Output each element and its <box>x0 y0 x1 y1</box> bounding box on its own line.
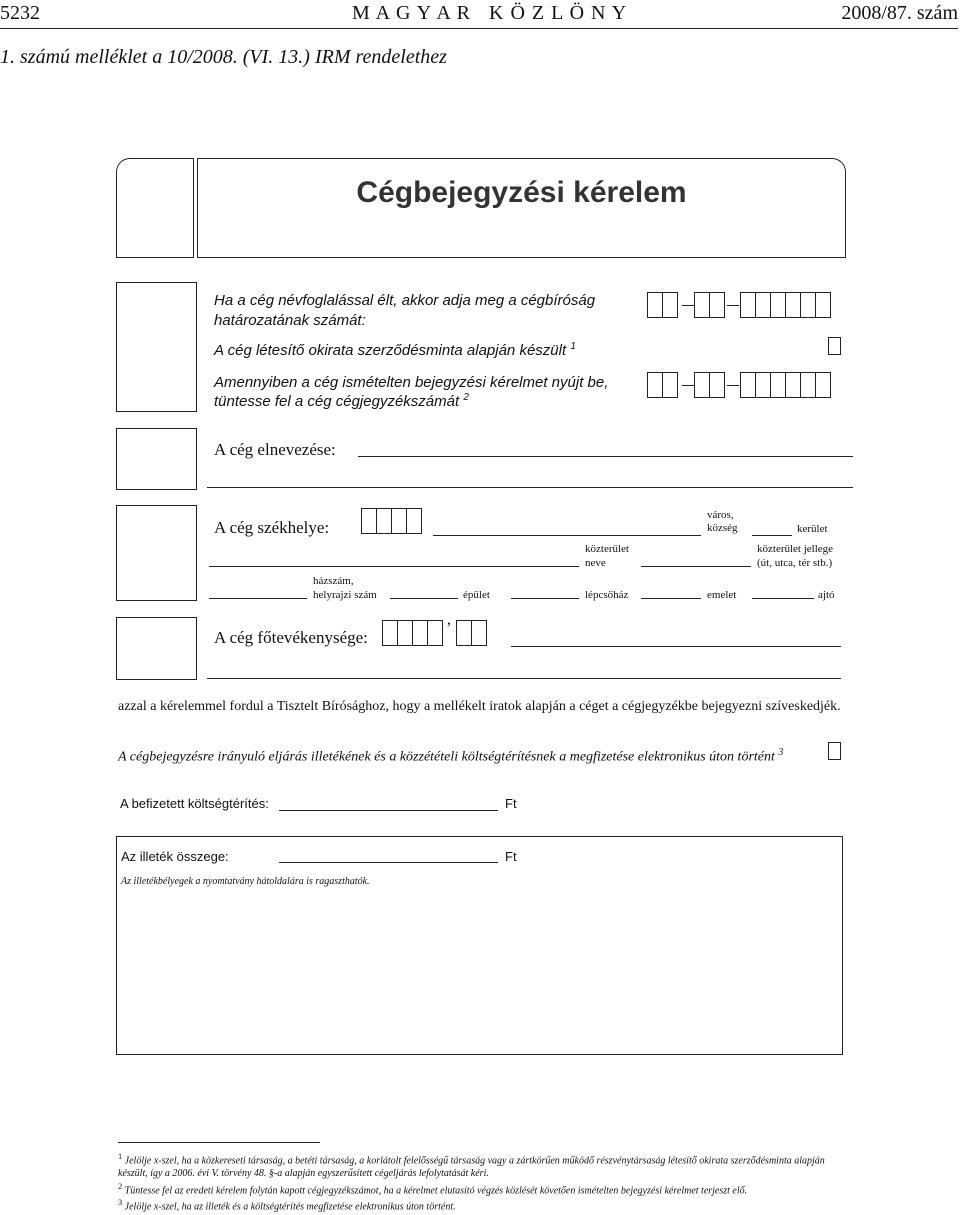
section1-line5-text: tüntesse fel a cég cégjegyzékszámát <box>214 393 460 410</box>
activity-line-2[interactable] <box>207 678 841 679</box>
footnote-ref-2: 2 <box>463 392 469 403</box>
fee-box <box>116 836 843 1055</box>
stair-label: lépcsőház <box>585 589 629 601</box>
paid-cost-line[interactable] <box>279 810 498 811</box>
form-title: Cégbejegyzési kérelem <box>356 176 687 209</box>
company-name-line-1[interactable] <box>358 456 853 457</box>
door-line[interactable] <box>752 598 814 599</box>
building-label: épület <box>463 589 490 601</box>
fee-label: Az illeték összege: <box>121 849 229 864</box>
footnote-1 <box>118 1150 844 1180</box>
house-number-line[interactable] <box>209 598 307 599</box>
stair-line[interactable] <box>511 598 579 599</box>
section1-line5 <box>214 392 469 410</box>
header-rule <box>0 28 958 29</box>
house-number-label-2: helyrajzi szám <box>313 589 377 601</box>
contract-template-checkbox[interactable] <box>828 337 841 355</box>
fee-line[interactable] <box>279 862 498 863</box>
stamp-note: Az illetékbélyegek a nyomtatvány hátoldalára is ragaszthatók. <box>121 876 370 887</box>
footnote-1-number: 1 <box>118 1152 123 1161</box>
footnote-ref-3: 3 <box>778 747 784 758</box>
electronic-payment-checkbox[interactable] <box>828 742 841 760</box>
section1-line2: határozatának számát: <box>214 312 366 329</box>
footnote-rule <box>118 1142 320 1143</box>
door-label: ajtó <box>818 589 835 601</box>
street-name-line[interactable] <box>209 566 579 567</box>
city-label-1: város, <box>707 509 734 521</box>
footnote-3-number: 3 <box>118 1198 123 1207</box>
issue-number: 2008/87. szám <box>841 2 958 24</box>
city-label-2: község <box>707 522 738 534</box>
company-name-line-2[interactable] <box>207 487 853 488</box>
side-box-3 <box>116 505 197 601</box>
page-number: 5232 <box>0 2 40 24</box>
street-type-label-1: közterület jellege <box>757 543 834 555</box>
paid-cost-unit: Ft <box>505 796 517 811</box>
footnote-2-number: 2 <box>118 1182 123 1191</box>
footnote-2-text: Tüntesse fel az eredeti kérelem folytán kapott cégjegyzékszámot, ha a kérelmet elutasító végzés közlését követően ismételten bejegyzési kérelmet terjeszt elő. <box>124 1185 748 1197</box>
street-type-label-2: (út, utca, tér stb.) <box>757 557 833 569</box>
activity-label: A cég főtevékenysége: <box>214 628 368 647</box>
paid-cost-label: A befizetett költségtérítés: <box>120 796 269 811</box>
floor-label: emelet <box>707 589 737 601</box>
side-box-2 <box>116 428 197 490</box>
section1-line3 <box>214 341 576 359</box>
seat-label: A cég székhelye: <box>214 518 330 537</box>
street-type-line[interactable] <box>641 566 751 567</box>
floor-line[interactable] <box>641 598 701 599</box>
side-box-4 <box>116 617 197 680</box>
attachment-title: 1. számú melléklet a 10/2008. (VI. 13.) IRM rendelethez <box>0 46 447 68</box>
footnote-ref-1: 1 <box>570 341 576 352</box>
journal-title: M A G Y A R K Ö Z L Ö N Y <box>352 2 628 24</box>
street-name-label-2: neve <box>585 557 606 569</box>
company-name-label: A cég elnevezése: <box>214 440 336 459</box>
section1-line1: Ha a cég névfoglalással élt, akkor adja meg a cégbíróság <box>214 292 596 309</box>
activity-comma: , <box>447 611 451 628</box>
footnote-1-text: Jelölje x-szel, ha a közkereseti társaság, a betéti társaság, a korlátolt felelősségű társaság vagy a zártkörűen működő részvénytársaság létesítő okirata szerződésminta alapján készült, így a 2006. évi V. törvény 48. §-a alapján egyszerűsített cégeljárás lefolytatását kéri. <box>118 1155 825 1180</box>
city-line[interactable] <box>433 535 701 536</box>
footnote-3 <box>118 1196 844 1213</box>
footnote-3-text: Jelölje x-szel, ha az illeték és a költségtérítés megfizetése elektronikus úton történt. <box>124 1201 456 1213</box>
electronic-payment-text-body: A cégbejegyzésre irányuló eljárás illetékének és a közzétételi költségtérítésnek a megfizetése elektronikus úton történt <box>118 749 775 765</box>
section1-line4: Amennyiben a cég ismételten bejegyzési kérelmet nyújt be, <box>214 374 609 391</box>
fee-unit: Ft <box>505 849 517 864</box>
electronic-payment-text <box>118 747 783 766</box>
building-line[interactable] <box>390 598 458 599</box>
section1-line3-text: A cég létesítő okirata szerződésminta alapján készült <box>214 342 567 359</box>
district-label: kerület <box>797 523 828 535</box>
stamp-box <box>116 158 194 258</box>
house-number-label-1: házszám, <box>313 575 354 587</box>
footnote-2 <box>118 1180 844 1197</box>
district-line[interactable] <box>752 535 792 536</box>
street-name-label-1: közterület <box>585 543 629 555</box>
request-text: azzal a kérelemmel fordul a Tisztelt Bírósághoz, hogy a mellékelt iratok alapján a céget a cégjegyzékbe bejegyezni szíveskedjék. <box>118 699 841 714</box>
side-box-1 <box>116 282 197 412</box>
activity-line-1[interactable] <box>511 646 841 647</box>
